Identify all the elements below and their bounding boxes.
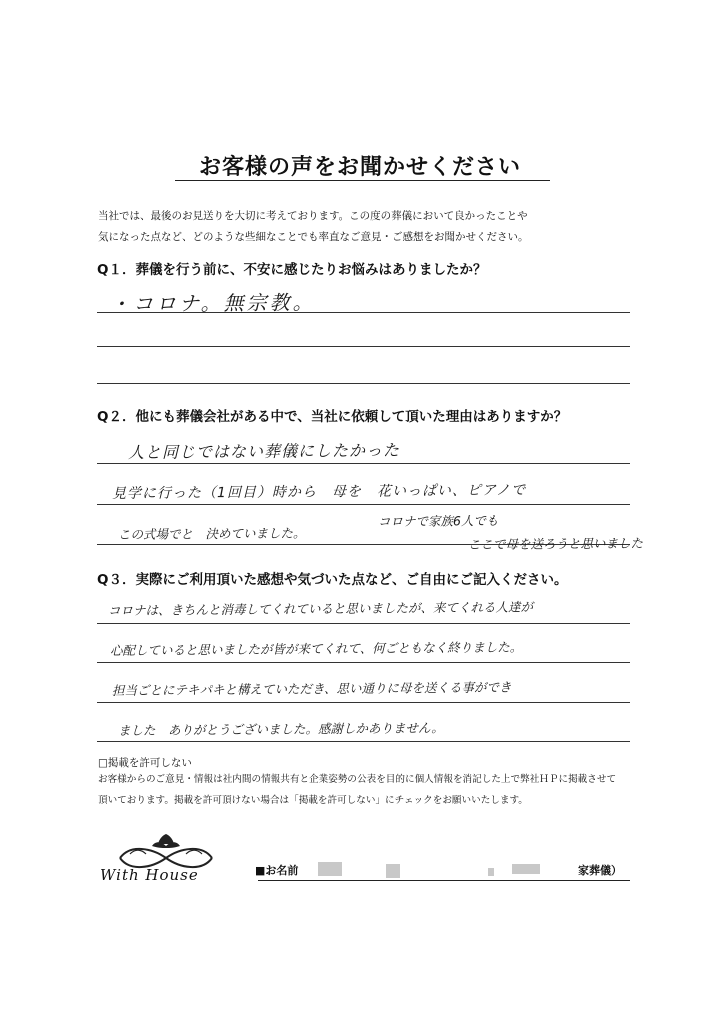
q2-answer-line-4: ここで母を送ろうと思いました bbox=[467, 535, 644, 552]
notice-line-1: お客様からのご意見・情報は社内間の情報共有と企業姿勢の公表を目的に個人情報を消記した上で弊社ＨＰに掲載させて bbox=[98, 774, 617, 785]
intro-line-2: 気になった点など、どのような些細なことでも率直なご意見・ご感想をお聞かせください。 bbox=[98, 231, 529, 243]
q1-question: Q１．葬儀を行う前に、不安に感じたりお悩みはありましたか？ bbox=[97, 262, 487, 278]
consent-checkbox[interactable] bbox=[98, 755, 192, 770]
q2-answer-line-3b: コロナで家族6人でも bbox=[377, 512, 499, 529]
logo-text: With House bbox=[100, 866, 199, 884]
form-title: お客様の声をお聞かせください bbox=[198, 154, 521, 180]
q1-answer-line-1: ・コロナ。無宗教。 bbox=[109, 290, 316, 316]
q2-rule-1 bbox=[97, 463, 630, 464]
q3-rule-2 bbox=[97, 662, 630, 663]
q1-rule-3 bbox=[97, 383, 630, 384]
notice-text bbox=[98, 769, 658, 811]
q3-rule-1 bbox=[97, 623, 630, 624]
q3-answer-line-3: 担当ごとにテキパキと構えていただき、思い通りに母を送くる事ができ bbox=[111, 679, 512, 698]
q2-answer-line-3: この式場でと 決めていました。 bbox=[117, 525, 306, 542]
title-underline bbox=[175, 180, 550, 181]
redacted-name-4 bbox=[512, 864, 540, 874]
name-underline bbox=[258, 880, 630, 881]
consent-label: □掲載を許可しない bbox=[98, 757, 192, 769]
intro-line-1: 当社では、最後のお見送りを大切に考えております。この度の葬儀において良かったことや bbox=[98, 210, 528, 222]
family-funeral-label: 家葬儀） bbox=[578, 864, 622, 877]
notice-line-2: 頂いております。掲載を許可頂けない場合は「掲載を許可しない」にチェックをお願いいたします。 bbox=[98, 795, 528, 806]
q2-rule-2 bbox=[97, 504, 630, 505]
intro-text bbox=[98, 206, 638, 248]
q3-rule-3 bbox=[97, 702, 630, 703]
q3-question: Q３．実際にご利用頂いた感想や気づいた点など、ご自由にご記入ください。 bbox=[97, 572, 568, 588]
q3-rule-4 bbox=[97, 741, 630, 742]
q1-rule-2 bbox=[97, 346, 630, 347]
name-label: ■お名前 bbox=[255, 864, 299, 877]
q2-question: Q２．他にも葬儀会社がある中で、当社に依頼して頂いた理由はありますか？ bbox=[97, 409, 568, 425]
q2-answer-line-1: 人と同じではない葬儀にしたかった bbox=[127, 440, 401, 462]
q3-answer-line-1: コロナは、きちんと消毒してくれていると思いましたが、来てくれる人達が bbox=[107, 599, 534, 618]
q3-answer-line-4: ました ありがとうございました。感謝しかありません。 bbox=[117, 720, 444, 738]
redacted-name-1 bbox=[318, 862, 342, 876]
q3-answer-line-2: 心配していると思いましたが皆が来てくれて、何ごともなく終りました。 bbox=[109, 639, 523, 658]
redacted-name-2 bbox=[386, 864, 400, 878]
with-house-logo bbox=[100, 830, 232, 890]
q2-answer-line-2: 見学に行った（1回目）時から 母を 花いっぱい、ピアノで bbox=[111, 482, 527, 502]
redacted-name-3 bbox=[488, 868, 494, 876]
q1-rule-1 bbox=[97, 312, 630, 313]
